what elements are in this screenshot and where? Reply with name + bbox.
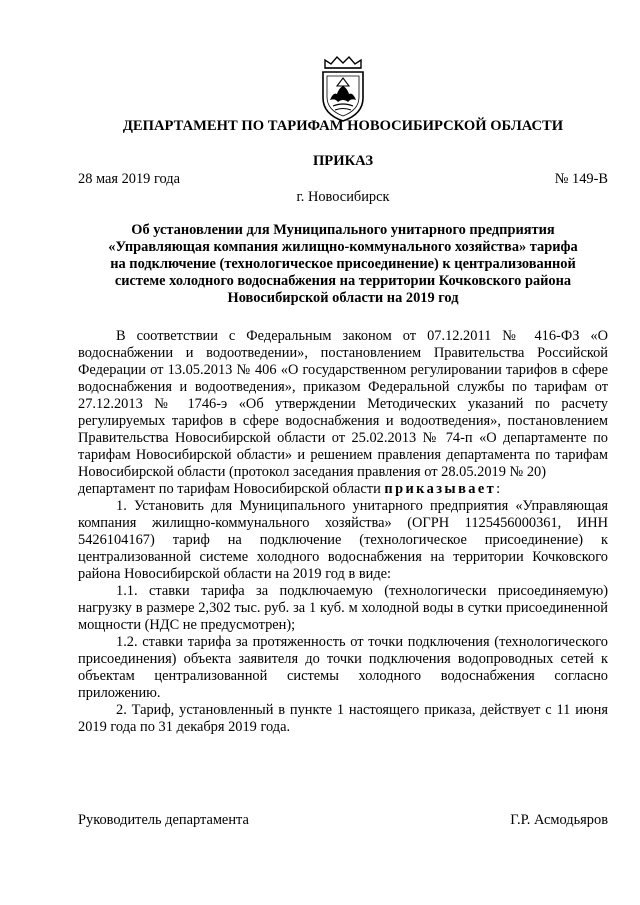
subject-line: Новосибирской области на 2019 год: [227, 290, 459, 306]
subject-line: «Управляющая компания жилищно-коммунального хозяйства» тарифа: [108, 239, 578, 255]
orders-paragraph: [78, 481, 608, 498]
signatory-position: Руководитель департамента: [78, 812, 249, 828]
clause-1-2: 1.2. ставки тарифа за протяженность от точки подключения (технологического присоединения) объекта заявителя до точки подключения водопроводных сетей к объектам централизованной системы холодного водоснабжения согласно приложению.: [78, 634, 608, 701]
clause-2: 2. Тариф, установленный в пункте 1 настоящего приказа, действует с 11 июня 2019 года по 31 декабря 2019 года.: [78, 702, 608, 735]
clause-1: 1. Установить для Муниципального унитарного предприятия «Управляющая компания жилищно-коммунального хозяйства» (ОГРН 1125456000361, ИНН 5426104167) тариф на подключение (технологическое присоединение) к централизованной системе холодного водоснабжения на территории Кочковского района Новосибирской области на 2019 год в виде:: [78, 498, 608, 582]
subject-line: системе холодного водоснабжения на территории Кочковского района: [114, 273, 572, 289]
document-type: ПРИКАЗ: [312, 153, 374, 169]
clause-1-1: 1.1. ставки тарифа за подключаемую (технологически присоединяемую) нагрузку в размере 2,302 тыс. руб. за 1 куб. м холодной воды в сутки присоединенной мощности (НДС не предусмотрен);: [78, 583, 608, 633]
signatory-name: Г.Р. Асмодьяров: [510, 812, 608, 828]
order-subject: [78, 222, 608, 307]
preamble-paragraph: В соответствии с Федеральным законом от 07.12.2011 № 416-ФЗ «О водоснабжении и водоотведении», постановлением Правительства Российской Федерации от 13.05.2013 № 406 «О государственном регулировании тарифов в сфере водоснабжения и водоотведения», приказом Федеральной службы по тарифам от 27.12.2013 № 1746-э «Об утверждении Методических указаний по расчету регулируемых тарифов в сфере водоснабжения и водоотведения», постановлением Правительства Новосибирской области от 25.02.2013 № 74-п «О департаменте по тарифам Новосибирской области» и решением правления департамента по тарифам Новосибирской области (протокол заседания правления от 28.05.2019 № 20): [78, 328, 608, 480]
coat-of-arms-icon: [315, 54, 371, 124]
order-body: [78, 328, 608, 736]
orders-keyword: приказывает: [384, 481, 497, 497]
order-number: № 149-В: [554, 171, 608, 187]
department-name: ДЕПАРТАМЕНТ ПО ТАРИФАМ НОВОСИБИРСКОЙ ОБЛАСТИ: [122, 118, 564, 134]
subject-line: Об установлении для Муниципального унитарного предприятия: [131, 222, 555, 238]
order-date: 28 мая 2019 года: [78, 171, 181, 187]
order-city: г. Новосибирск: [296, 189, 390, 205]
orders-suffix: :: [496, 481, 501, 497]
orders-prefix: департамент по тарифам Новосибирской области: [78, 481, 385, 497]
subject-line: на подключение (технологическое присоединение) к централизованной: [110, 256, 576, 272]
